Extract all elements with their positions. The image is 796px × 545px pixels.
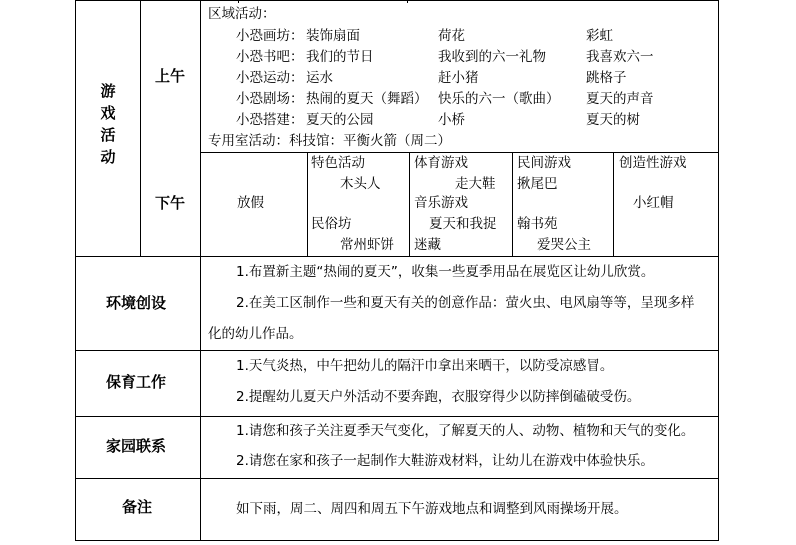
game-activities-label: 游 戏 活 动 [100, 82, 116, 166]
environment-line-3: 化的幼儿作品。 [208, 326, 303, 342]
morning-label: 上午 [155, 67, 186, 85]
notes-text: 如下雨，周二、周四和周五下午游戏地点和调整到风雨操场开展。 [236, 501, 628, 517]
environment-label: 环境创设 [106, 294, 167, 312]
afternoon-label: 下午 [155, 194, 186, 212]
home-line-2: 2.请您在家和孩子一起制作大鞋游戏材料，让幼儿在游戏中体验快乐。 [236, 453, 654, 469]
home-line-1: 1.请您和孩子关注夏季天气变化，了解夏天的人、动物、植物和天气的变化。 [236, 423, 695, 439]
area-activity-title: 区域活动： [208, 6, 276, 22]
environment-line-1: 1.布置新主题“热闹的夏天”，收集一些夏季用品在展览区让幼儿欣赏。 [236, 264, 655, 280]
care-line-1: 1.天气炎热，中午把幼儿的隔汗巾拿出来晒干，以防受凉感冒。 [236, 358, 614, 374]
notes-label: 备注 [122, 498, 153, 516]
home-label: 家园联系 [106, 437, 167, 455]
care-label: 保育工作 [106, 373, 167, 391]
care-line-2: 2.提醒幼儿夏天户外活动不要奔跑，衣服穿得少以防摔倒磕破受伤。 [236, 389, 641, 405]
special-room-activity: 专用室活动：科技馆：平衡火箭（周二） [208, 133, 451, 149]
environment-line-2: 2.在美工区制作一些和夏天有关的创意作品：萤火虫、电风扇等等，呈现多样 [236, 295, 695, 311]
schedule-page: 游 戏 活 动 上午 区域活动： 小恐画坊： 装饰扇面 荷花 彩虹 小恐书吧： 我们的节日 我收到的六一礼物 我喜欢六一 小恐运动： 运水 赶小猪 跳格子 小恐剧场： 热闹的夏天（舞蹈） 快乐的六一（歌曲） 夏天的声音 小恐搭建： 夏天的公园 小桥 夏天的树 专用室活动：科技馆：平衡火箭（周二） 下午 放假 特色活动 木头人 民俗坊 常州虾饼 体育游戏 走大鞋 音乐游戏 夏天和我捉 迷藏 民间游戏 揪尾巴 翰书苑 爱哭公主 创造性游戏 小红帽 环境创设 1.布置新主题“热闹的夏天”，收集一些夏季用品在展览区让幼儿欣赏。 2.在美工区制作一些和夏天有关的创意作品：萤火虫、电风扇等等，呈现多样 化的幼儿作品。 保育工作 1.天气炎热，中午把幼儿的隔汗巾拿出来晒干，以防受凉感冒。 2.提醒幼儿夏天户外活动不要奔跑，衣服穿得少以防摔倒磕破受伤。 家园联系 1.请您和孩子关注夏季天气变化，了解夏天的人、动物、植物和天气的变化。 2.请您在家和孩子一起制作大鞋游戏材料，让幼儿在游戏中体验快乐。 备注 如下雨，周二、周四和周五下午游戏地点和调整到风雨操场开展。 [0, 0, 796, 545]
afternoon-holiday: 放假 [237, 195, 264, 211]
